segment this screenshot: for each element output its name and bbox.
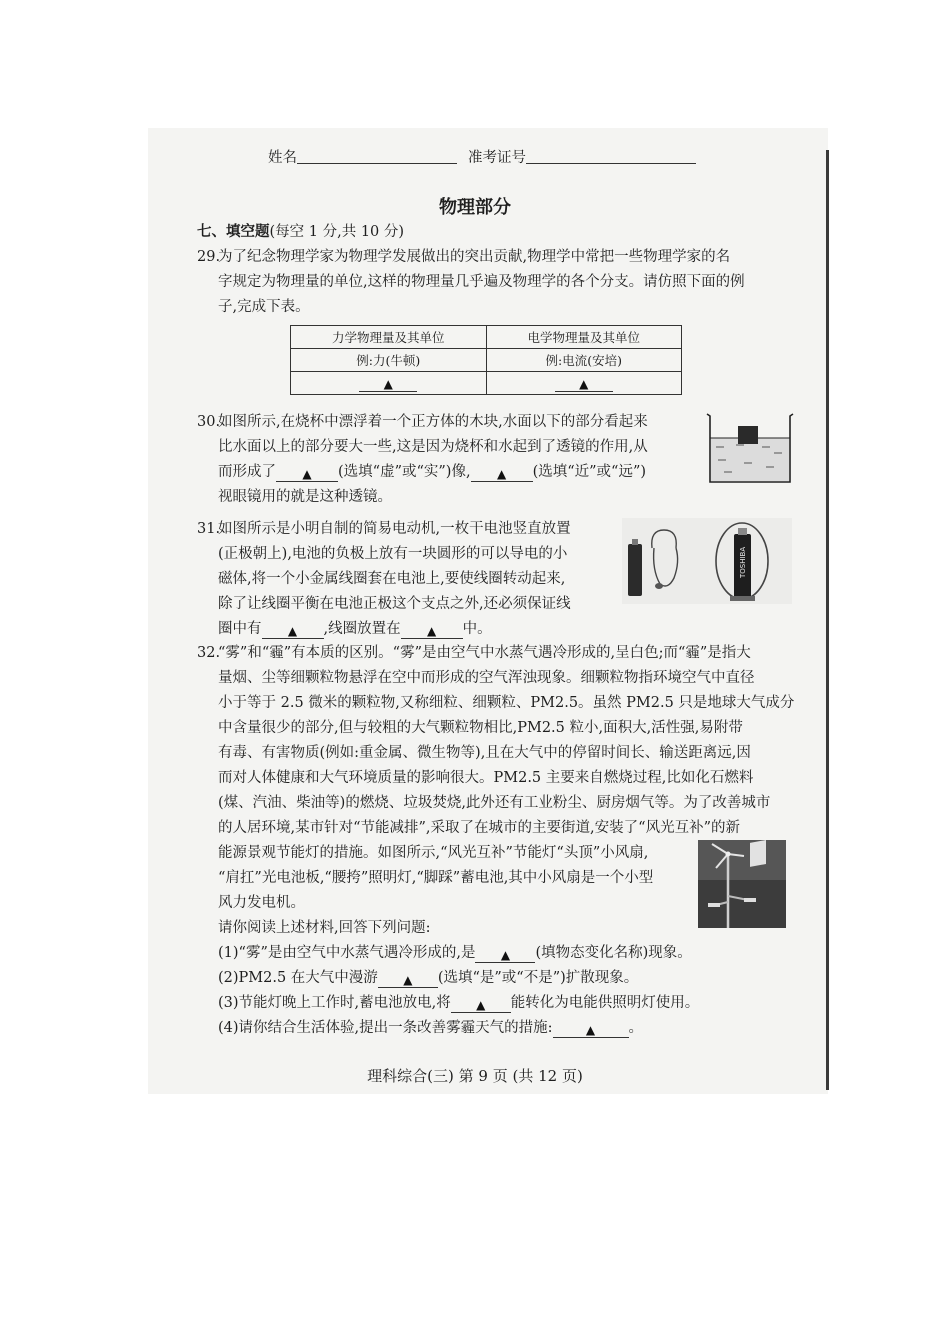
answer-mark: ▲	[555, 377, 613, 392]
q32-sub3	[218, 993, 699, 1013]
q32-sub4-text-a: (4)请你结合生活体验,提出一条改善雾霾天气的措施:	[218, 1020, 553, 1036]
q31-text-c: 中。	[462, 621, 492, 637]
table-row	[291, 326, 682, 349]
q30-text-a: 而形成了	[218, 464, 276, 480]
q32-line: (煤、汽油、柴油等)的燃烧、垃圾焚烧,此外还有工业粉尘、厨房烟气等。为了改善城市	[218, 795, 771, 811]
col1-header: 力学物理量及其单位	[291, 326, 487, 349]
exam-id-label: 准考证号	[468, 150, 526, 166]
q30-number: 30.	[197, 414, 221, 430]
q32-sub2-text-a: (2)PM2.5 在大气中漫游	[218, 970, 378, 986]
q32-sub4-text-b: 。	[628, 1020, 644, 1036]
q32-sub1	[218, 943, 692, 963]
answer-mark[interactable]: ▲	[262, 624, 324, 639]
q31-line5	[218, 619, 492, 639]
streetlight-photo	[698, 840, 786, 928]
q32-line: 量烟、尘等细颗粒物悬浮在空中而形成的空气浑浊现象。细颗粒物指环境空气中直径	[218, 670, 755, 686]
q30-text-b: (选填“虚”或“实”)像,	[338, 464, 471, 480]
q31-line4: 除了让线圈平衡在电池正极这个支点之外,还必须保证线	[218, 596, 571, 612]
q32-line: 小于等于 2.5 微米的颗粒物,又称细粒、细颗粒、PM2.5。虽然 PM2.5 只是地球大气成分	[218, 695, 795, 711]
q31-line2: (正极朝上),电池的负极上放有一块圆形的可以导电的小	[218, 546, 568, 562]
q29-line2: 字规定为物理量的单位,这样的物理量几乎遍及物理学的各个分支。请仿照下面的例	[218, 274, 745, 290]
q29-line1: 为了纪念物理学家为物理学发展做出的突出贡献,物理学中常把一些物理学家的名	[218, 249, 731, 265]
q32-line: 中含量很少的部分,但与较粗的大气颗粒物相比,PM2.5 粒小,面积大,活性强,易附带	[218, 720, 743, 736]
answer-mark: ▲	[359, 377, 417, 392]
q30-line1: 如图所示,在烧杯中漂浮着一个正方体的木块,水面以下的部分看起来	[218, 414, 648, 430]
answer-mark[interactable]: ▲	[276, 467, 338, 482]
q31-text-b: ,线圈放置在	[323, 621, 401, 637]
q29-line3: 子,完成下表。	[218, 299, 310, 315]
q31-text-a: 圈中有	[218, 621, 262, 637]
table-row	[291, 349, 682, 372]
q31-line3: 磁体,将一个小金属线圈套在电池上,要使线圈转动起来,	[218, 571, 566, 587]
motor-photo	[622, 518, 792, 604]
q32-line: “雾”和“霾”有本质的区别。“雾”是由空气中水蒸气遇冷形成的,呈白色;而“霾”是指大	[218, 645, 751, 661]
exam-id-blank[interactable]	[526, 149, 696, 164]
name-field	[268, 148, 457, 168]
col1-example: 例:力(牛顿)	[291, 349, 487, 372]
q30-line3	[218, 462, 646, 482]
q32-sub2	[218, 968, 638, 988]
q32-sub3-text-a: (3)节能灯晚上工作时,蓄电池放电,将	[218, 995, 451, 1011]
answer-mark[interactable]: ▲	[401, 624, 463, 639]
q30-line2: 比水面以上的部分要大一些,这是因为烧杯和水起到了透镜的作用,从	[218, 439, 648, 455]
page-fold-line	[826, 150, 829, 1090]
page-footer: 理科综合(三) 第 9 页 (共 12 页)	[367, 1067, 583, 1085]
q32-line: 而对人体健康和大气环境质量的影响很大。PM2.5 主要来自燃烧过程,比如化石燃料	[218, 770, 754, 786]
section-title: 物理部分	[439, 197, 511, 218]
part7-heading: 七、填空题	[197, 224, 270, 240]
answer-mark[interactable]: ▲	[475, 948, 535, 963]
col1-answer[interactable]	[291, 372, 487, 395]
q32-sub4	[218, 1018, 643, 1038]
q32-line: 有毒、有害物质(例如:重金属、微生物等),且在大气中的停留时间长、输送距离远,因	[218, 745, 751, 761]
q32-line: “肩扛”光电池板,“腰挎”照明灯,“脚踩”蓄电池,其中小风扇是一个小型	[218, 870, 654, 886]
q32-sub3-text-b: 能转化为电能供照明灯使用。	[510, 995, 700, 1011]
name-blank[interactable]	[297, 149, 457, 164]
q32-line: 请你阅读上述材料,回答下列问题:	[218, 920, 431, 936]
q32-sub2-text-b: (选填“是”或“不是”)扩散现象。	[437, 970, 639, 986]
answer-mark[interactable]: ▲	[378, 973, 438, 988]
q32-line: 的人居环境,某市针对“节能减排”,采取了在城市的主要街道,安装了“风光互补”的新	[218, 820, 740, 836]
q30-line4: 视眼镜用的就是这种透镜。	[218, 489, 392, 505]
name-label: 姓名	[268, 150, 297, 166]
col2-answer[interactable]	[486, 372, 682, 395]
q32-sub1-text-b: (填物态变化名称)现象。	[535, 945, 692, 961]
q31-number: 31.	[197, 521, 221, 537]
q32-sub1-text-a: (1)“雾”是由空气中水蒸气遇冷形成的,是	[218, 945, 476, 961]
exam-id-field	[468, 148, 696, 168]
answer-mark[interactable]: ▲	[471, 467, 533, 482]
q32-number: 32.	[197, 645, 221, 661]
part7-score-note: (每空 1 分,共 10 分)	[269, 224, 405, 240]
q30-text-c: (选填“近”或“远”)	[532, 464, 647, 480]
part7-heading-line	[197, 222, 404, 242]
q32-line: 风力发电机。	[218, 895, 305, 911]
col2-example: 例:电流(安培)	[486, 349, 682, 372]
q31-line1: 如图所示是小明自制的简易电动机,一枚干电池竖直放置	[218, 521, 571, 537]
beaker-figure	[704, 412, 796, 486]
answer-mark[interactable]: ▲	[451, 998, 511, 1013]
table-row	[291, 372, 682, 395]
q29-table	[290, 325, 682, 395]
q32-line: 能源景观节能灯的措施。如图所示,“风光互补”节能灯“头顶”小风扇,	[218, 845, 649, 861]
q29-number: 29.	[197, 249, 221, 265]
answer-mark[interactable]: ▲	[553, 1023, 629, 1038]
battery-brand-label: TOSHIBA	[739, 546, 747, 578]
col2-header: 电学物理量及其单位	[486, 326, 682, 349]
